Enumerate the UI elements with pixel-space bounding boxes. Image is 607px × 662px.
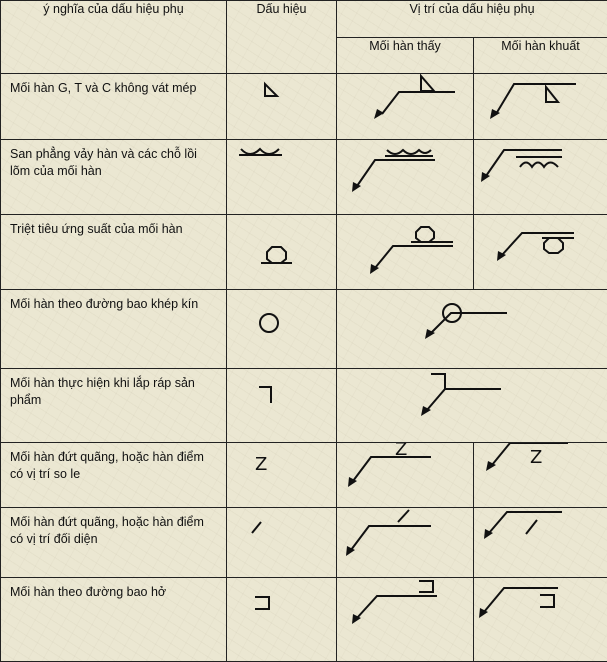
- hidden-weld-flush-icon: [474, 140, 607, 214]
- chain-slash-symbol-icon: [227, 508, 337, 578]
- hidden-weld-cell: [474, 140, 607, 215]
- circle-all-around-symbol-icon: [227, 290, 337, 368]
- merged-position-cell: [337, 368, 607, 443]
- triangle-symbol-icon: [227, 74, 337, 140]
- visible-weld-cell: [337, 507, 474, 578]
- staggered-z-symbol-icon: [227, 443, 337, 507]
- hidden-weld-open-contour-icon: [474, 578, 607, 661]
- hidden-weld-triangle-icon: [474, 74, 607, 140]
- table-row: [1, 507, 607, 578]
- visible-weld-flush-icon: [337, 140, 474, 214]
- header-visible-weld: Mối hàn thấy: [337, 38, 474, 73]
- row-meaning: Mối hàn theo đường bao hở: [1, 578, 227, 662]
- table-row: [1, 140, 607, 215]
- table-row: [1, 443, 607, 507]
- header-row-top: [1, 1, 607, 38]
- symbol-cell: [227, 443, 337, 507]
- z-letter: Z: [255, 454, 268, 476]
- visible-weld-cell: [337, 73, 474, 140]
- symbol-cell: [227, 578, 337, 662]
- field-weld-corner-symbol-icon: [227, 369, 337, 443]
- visible-weld-cell: [337, 214, 474, 290]
- hidden-weld-cell: [474, 73, 607, 140]
- visible-weld-chain-icon: [337, 508, 474, 578]
- hidden-weld-cell: [474, 578, 607, 662]
- visible-weld-cell: [337, 578, 474, 662]
- table-row: [1, 214, 607, 290]
- visible-weld-cell: [337, 443, 474, 507]
- z-letter: Z: [530, 447, 543, 469]
- all-around-weld-icon: [337, 290, 607, 368]
- hidden-weld-stress-relief-icon: [474, 215, 607, 290]
- hidden-weld-cell: [474, 507, 607, 578]
- hidden-weld-chain-icon: [474, 508, 607, 578]
- merged-position-cell: [337, 290, 607, 369]
- symbol-cell: [227, 214, 337, 290]
- visible-weld-stress-relief-icon: [337, 215, 474, 290]
- field-weld-icon: [337, 369, 607, 443]
- row-meaning: Mối hàn thực hiện khi lắp ráp sản phẩm: [1, 368, 227, 443]
- visible-weld-triangle-icon: [337, 74, 474, 140]
- table-row: [1, 578, 607, 662]
- z-letter: Z: [395, 443, 408, 461]
- symbol-cell: [227, 368, 337, 443]
- symbol-cell: [227, 507, 337, 578]
- header-symbol: Dấu hiệu: [227, 1, 337, 74]
- symbol-cell: [227, 140, 337, 215]
- header-position: Vị trí của dấu hiệu phụ: [337, 1, 607, 38]
- row-meaning: Mối hàn theo đường bao khép kín: [1, 290, 227, 369]
- row-meaning: Triệt tiêu ứng suất của mối hàn: [1, 214, 227, 290]
- header-hidden-weld: Mối hàn khuất: [474, 38, 607, 73]
- visible-weld-staggered-icon: [337, 443, 474, 507]
- hidden-weld-staggered-icon: [474, 443, 607, 507]
- table-row: [1, 368, 607, 443]
- row-meaning: San phẳng vảy hàn và các chỗ lồi lõm của mối hàn: [1, 140, 227, 215]
- symbol-cell: [227, 290, 337, 369]
- stress-relief-octagon-symbol-icon: [227, 215, 337, 290]
- hidden-weld-cell: [474, 443, 607, 507]
- header-meaning: ý nghĩa của dấu hiệu phụ: [1, 1, 227, 74]
- row-meaning: Mối hàn G, T và C không vát mép: [1, 73, 227, 140]
- row-meaning: Mối hàn đứt quãng, hoặc hàn điểm có vị trí đối diện: [1, 507, 227, 578]
- table-row: [1, 73, 607, 140]
- row-meaning: Mối hàn đứt quãng, hoặc hàn điểm có vị trí so le: [1, 443, 227, 507]
- hidden-weld-cell: [474, 214, 607, 290]
- symbol-cell: [227, 73, 337, 140]
- flush-arc-symbol-icon: [227, 140, 337, 214]
- open-contour-bracket-symbol-icon: [227, 578, 337, 661]
- table-row: [1, 290, 607, 369]
- visible-weld-open-contour-icon: [337, 578, 474, 661]
- visible-weld-cell: [337, 140, 474, 215]
